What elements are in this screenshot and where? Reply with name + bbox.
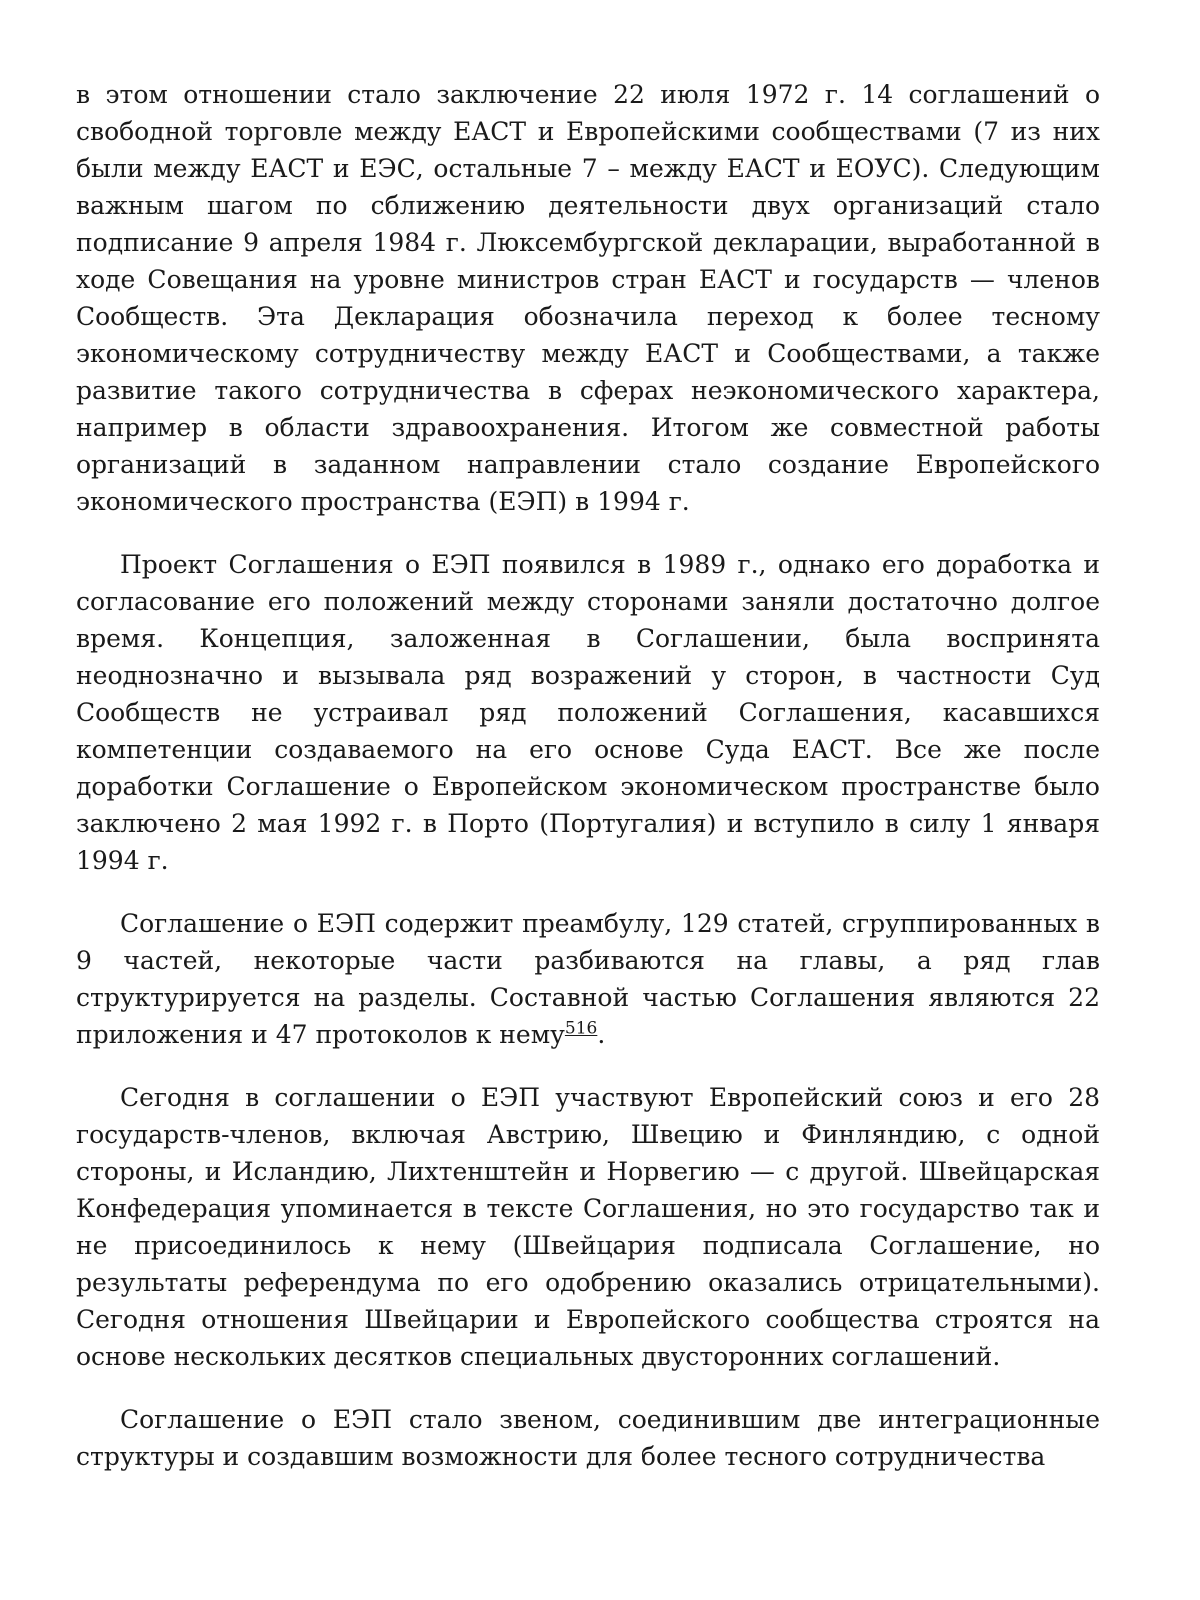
paragraph-2-text: Проект Соглашения о ЕЭП появился в 1989 г., однако его доработка и согласование его положений между сторонами заняли достаточно долгое время. Концепция, заложенная в Соглашении, была воспринята неоднозначно и вызывала ряд возражений у сторон, в частности Суд Сообществ не устраивал ряд положений Соглашения, касавшихся компетенции создаваемого на его основе Суда ЕАСТ. Все же после доработки Соглашение о Европейском экономическом пространстве было заключено 2 мая 1992 г. в Порто (Португалия) и вступило в силу 1 января 1994 г. <box>76 550 1100 875</box>
paragraph-4 <box>76 1079 1100 1375</box>
paragraph-3-text: Соглашение о ЕЭП содержит преамбулу, 129 статей, сгруппированных в 9 частей, некоторые части разбиваются на главы, а ряд глав структурируется на разделы. Составной частью Соглашения являются 22 приложения и 47 протоколов к нему <box>76 909 1100 1049</box>
paragraph-4-text: Сегодня в соглашении о ЕЭП участвуют Европейский союз и его 28 государств-членов, включая Австрию, Швецию и Финляндию, с одной стороны, и Исландию, Лихтенштейн и Норвегию — с другой. Швейцарская Конфедерация упоминается в тексте Соглашения, но это государство так и не присоединилось к нему (Швейцария подписала Соглашение, но результаты референдума по его одобрению оказались отрицательными). Сегодня отношения Швейцарии и Европейского сообщества строятся на основе нескольких десятков специальных двусторонних соглашений. <box>76 1083 1100 1371</box>
paragraph-1 <box>76 76 1100 520</box>
paragraph-5 <box>76 1401 1100 1475</box>
paragraph-2 <box>76 546 1100 879</box>
footnote-link-516[interactable]: 516 <box>564 1018 598 1039</box>
paragraph-3-end-punctuation: . <box>597 1020 606 1049</box>
document-page <box>76 76 1100 1475</box>
paragraph-1-text: в этом отношении стало заключение 22 июля 1972 г. 14 соглашений о свободной торговле между ЕАСТ и Европейскими сообществами (7 из них были между ЕАСТ и ЕЭС, остальные 7 – между ЕАСТ и ЕОУС). Следующим важным шагом по сближению деятельности двух организаций стало подписание 9 апреля 1984 г. Люксембургской декларации, выработанной в ходе Совещания на уровне министров стран ЕАСТ и государств — членов Сообществ. Эта Декларация обозначила переход к более тесному экономическому сотрудничеству между ЕАСТ и Сообществами, а также развитие такого сотрудничества в сферах неэкономического характера, например в области здравоохранения. Итогом же совместной работы организаций в заданном направлении стало создание Европейского экономического пространства (ЕЭП) в 1994 г. <box>76 80 1100 516</box>
paragraph-5-text: Соглашение о ЕЭП стало звеном, соединившим две интеграционные структуры и создавшим возможности для более тесного сотрудничества <box>76 1405 1100 1471</box>
paragraph-3 <box>76 905 1100 1053</box>
